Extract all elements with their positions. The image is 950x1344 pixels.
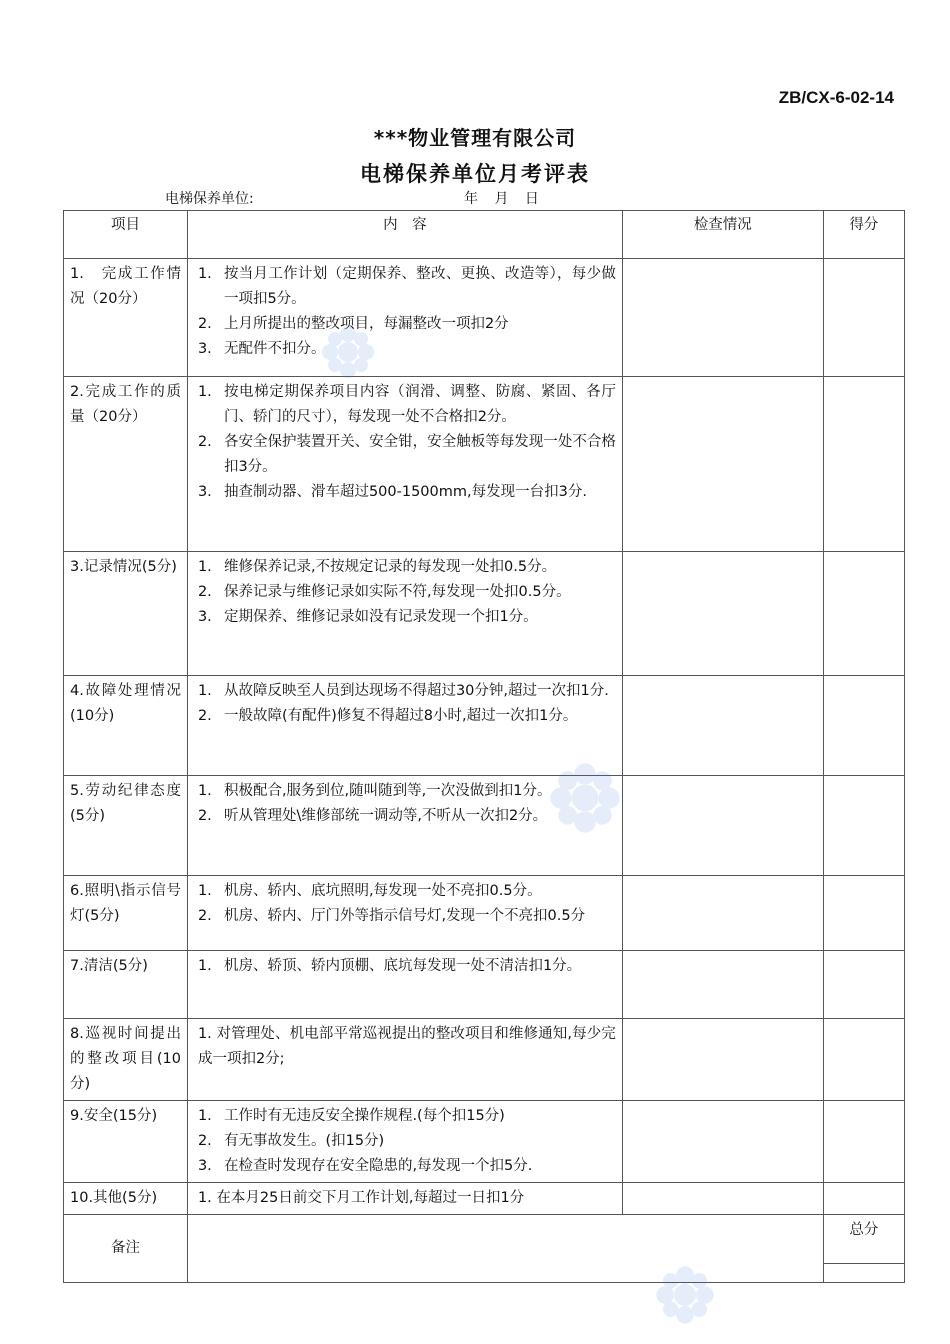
check-cell[interactable] xyxy=(622,259,823,377)
score-cell[interactable] xyxy=(823,1019,904,1101)
content-cell xyxy=(187,377,622,552)
rule-number: 1. xyxy=(197,883,212,899)
rule-number: 1. xyxy=(197,783,212,799)
rule-list xyxy=(194,262,616,362)
rule-number: 3. xyxy=(197,1158,212,1174)
rule-number: 2. xyxy=(197,708,212,724)
rule-text: 机房、轿内、底坑照明,每发现一处不亮扣0.5分。 xyxy=(223,883,542,899)
rule-item xyxy=(194,1154,616,1179)
item-cell: 1. 完成工作情况（20分） xyxy=(64,259,188,377)
rule-list xyxy=(194,679,616,729)
rule-text: 各安全保护装置开关、安全钳，安全触板等每发现一处不合格扣3分。 xyxy=(223,434,616,475)
check-cell[interactable] xyxy=(622,377,823,552)
rule-number: 1. xyxy=(197,384,212,400)
item-cell: 10.其他(5分) xyxy=(64,1183,188,1215)
table-row xyxy=(64,876,905,951)
rule-number: 2. xyxy=(197,908,212,924)
rule-number: 2. xyxy=(197,434,212,450)
table-row xyxy=(64,951,905,1019)
rule-list xyxy=(194,380,616,505)
evaluation-table xyxy=(63,210,905,1283)
total-score-field[interactable] xyxy=(823,1264,904,1283)
table-row xyxy=(64,776,905,876)
table-row xyxy=(64,377,905,552)
form-title: 电梯保养单位月考评表 xyxy=(360,162,590,186)
header-content: 内 容 xyxy=(187,211,622,259)
rule-number: 1. xyxy=(197,266,212,282)
rule-text: 按当月工作计划（定期保养、整改、更换、改造等），每少做一项扣5分。 xyxy=(223,266,616,307)
rule-item xyxy=(194,380,616,430)
table-row xyxy=(64,676,905,776)
date-label: 年 月 日 xyxy=(464,191,539,207)
rule-text: 定期保养、维修记录如没有记录发现一个扣1分。 xyxy=(223,609,538,625)
rule-item xyxy=(194,954,616,979)
rule-text: 抽查制动器、滑车超过500-1500mm,每发现一台扣3分. xyxy=(223,484,587,500)
score-cell[interactable] xyxy=(823,259,904,377)
rule-item xyxy=(194,879,616,904)
watermark-flower-icon xyxy=(318,322,378,382)
item-cell: 7.清洁(5分) xyxy=(64,951,188,1019)
check-cell[interactable] xyxy=(622,1101,823,1183)
table-row xyxy=(64,1101,905,1183)
rule-list xyxy=(194,954,616,979)
rule-number: 3. xyxy=(197,484,212,500)
watermark-flower-icon xyxy=(652,1262,718,1328)
score-cell[interactable] xyxy=(823,676,904,776)
score-cell[interactable] xyxy=(823,951,904,1019)
rule-item xyxy=(194,555,616,580)
rule-number: 3. xyxy=(197,341,212,357)
rule-item xyxy=(194,1104,616,1129)
rule-list xyxy=(194,1104,616,1179)
header-item: 项目 xyxy=(64,211,188,259)
rule-text: 按电梯定期保养项目内容（润滑、调整、防腐、紧固、各厅门、轿门的尺寸），每发现一处不合格扣2分。 xyxy=(223,384,616,425)
header-check: 检查情况 xyxy=(622,211,823,259)
rule-text: 从故障反映至人员到达现场不得超过30分钟,超过一次扣1分. xyxy=(223,683,609,699)
rule-text: 一般故障(有配件)修复不得超过8小时,超过一次扣1分。 xyxy=(223,708,578,724)
check-cell[interactable] xyxy=(622,951,823,1019)
rule-number: 3. xyxy=(197,609,212,625)
rule-text: 有无事故发生。(扣15分) xyxy=(223,1133,385,1149)
total-label: 总分 xyxy=(823,1215,904,1264)
item-cell: 2.完成工作的质量（20分） xyxy=(64,377,188,552)
item-cell: 6.照明\指示信号灯(5分) xyxy=(64,876,188,951)
rule-item xyxy=(194,904,616,929)
rule-text: 在检查时发现存在安全隐患的,每发现一个扣5分. xyxy=(223,1158,533,1174)
rule-text: 1. 对管理处、机电部平常巡视提出的整改项目和维修通知,每少完成一项扣2分; xyxy=(197,1026,616,1067)
check-cell[interactable] xyxy=(622,1183,823,1215)
score-cell[interactable] xyxy=(823,552,904,676)
header-score: 得分 xyxy=(823,211,904,259)
remarks-label: 备注 xyxy=(64,1215,188,1283)
item-cell: 5.劳动纪律态度(5分) xyxy=(64,776,188,876)
rule-list xyxy=(194,879,616,929)
rule-number: 1. xyxy=(197,1108,212,1124)
content-cell xyxy=(187,951,622,1019)
rule-text: 上月所提出的整改项目，每漏整改一项扣2分 xyxy=(223,316,509,332)
table-row xyxy=(64,552,905,676)
rule-item xyxy=(194,480,616,505)
rule-number: 1. xyxy=(197,958,212,974)
score-cell[interactable] xyxy=(823,1183,904,1215)
table-row xyxy=(64,1183,905,1215)
check-cell[interactable] xyxy=(622,552,823,676)
content-cell xyxy=(187,259,622,377)
rule-number: 2. xyxy=(197,584,212,600)
rule-number: 2. xyxy=(197,1133,212,1149)
rule-number: 2. xyxy=(197,808,212,824)
rule-item xyxy=(194,679,616,704)
table-header-row xyxy=(64,211,905,259)
table-row xyxy=(64,259,905,377)
rule-text: 无配件不扣分。 xyxy=(223,341,326,357)
item-cell: 9.安全(15分) xyxy=(64,1101,188,1183)
content-cell xyxy=(187,876,622,951)
content-cell xyxy=(187,1183,622,1215)
check-cell[interactable] xyxy=(622,776,823,876)
content-cell xyxy=(187,1101,622,1183)
score-cell[interactable] xyxy=(823,876,904,951)
rule-item xyxy=(194,337,616,362)
rule-item xyxy=(194,704,616,729)
content-cell xyxy=(187,552,622,676)
rule-text: 机房、轿内、厅门外等指示信号灯,发现一个不亮扣0.5分 xyxy=(223,908,586,924)
rule-text: 工作时有无违反安全操作规程.(每个扣15分) xyxy=(223,1108,505,1124)
check-cell[interactable] xyxy=(622,876,823,951)
rule-text: 机房、轿顶、轿内顶棚、底坑每发现一处不清洁扣1分。 xyxy=(223,958,582,974)
content-cell xyxy=(187,1019,622,1101)
score-cell[interactable] xyxy=(823,776,904,876)
rule-text: 积极配合,服务到位,随叫随到等,一次没做到扣1分。 xyxy=(223,783,552,799)
rule-number: 1. xyxy=(197,683,212,699)
rule-text: 维修保养记录,不按规定记录的每发现一处扣0.5分。 xyxy=(223,559,557,575)
score-cell[interactable] xyxy=(823,377,904,552)
document-code: ZB/CX-6-02-14 xyxy=(778,88,894,107)
unit-label: 电梯保养单位: xyxy=(165,191,254,207)
company-name: ***物业管理有限公司 xyxy=(373,126,577,150)
rule-number: 1. xyxy=(197,559,212,575)
rule-item xyxy=(194,1129,616,1154)
score-cell[interactable] xyxy=(823,1101,904,1183)
rule-item xyxy=(194,312,616,337)
check-cell[interactable] xyxy=(622,1019,823,1101)
watermark-flower-icon xyxy=(545,758,625,838)
rule-item xyxy=(194,605,616,630)
rule-list xyxy=(194,555,616,630)
rule-text: 保养记录与维修记录如实际不符,每发现一处扣0.5分。 xyxy=(223,584,571,600)
rule-item xyxy=(194,580,616,605)
table-row xyxy=(64,1019,905,1101)
rule-text: 1. 在本月25日前交下月工作计划,每超过一日扣1分 xyxy=(197,1190,525,1206)
check-cell[interactable] xyxy=(622,676,823,776)
rule-item xyxy=(194,430,616,480)
remarks-row xyxy=(64,1215,905,1264)
item-cell: 4.故障处理情况(10分) xyxy=(64,676,188,776)
rule-item xyxy=(194,262,616,312)
item-cell: 3.记录情况(5分) xyxy=(64,552,188,676)
item-cell: 8.巡视时间提出的整改项目(10分) xyxy=(64,1019,188,1101)
rule-number: 2. xyxy=(197,316,212,332)
rule-text: 听从管理处\维修部统一调动等,不听从一次扣2分。 xyxy=(223,808,548,824)
remarks-field[interactable] xyxy=(187,1215,823,1283)
